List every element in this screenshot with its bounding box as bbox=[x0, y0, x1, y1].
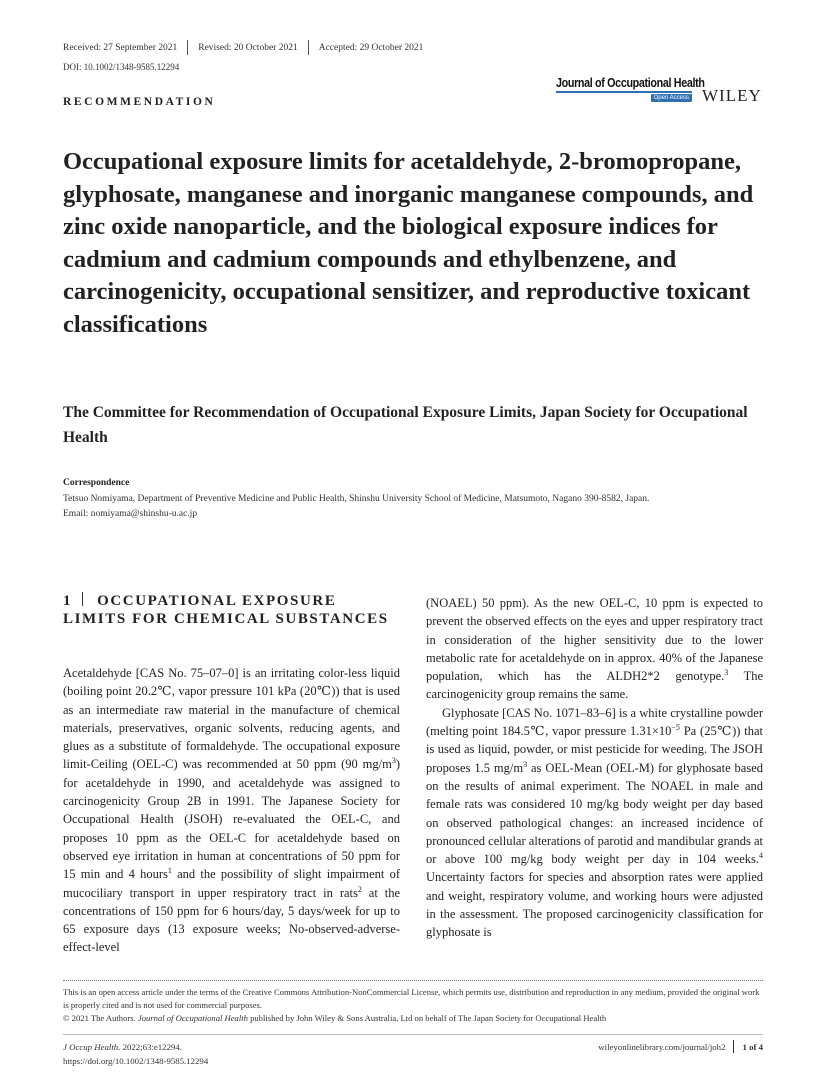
footer-separator bbox=[733, 1040, 734, 1053]
license-text: This is an open access article under the terms of the Creative Commons Attribution-NonCommercial License, which permits use, distribution and reproduction in any medium, provided the original work is properly cited and is not used for commercial purposes. bbox=[63, 987, 760, 1010]
paragraph-acetaldehyde: Acetaldehyde [CAS No. 75–07–0] is an irritating color-less liquid (boiling point 20.2℃, vapor pressure 101 kPa (20℃)) that is used as an intermediate raw material in the manufacture of chemical materials, preservatives, organic solvents, reducing agents, and glues as a substitute of formaldehyde. The occupational exposure limit-Ceiling (OEL-C) was recommended at 50 ppm (90 $mg/m^3$) for acetaldehyde in 1990, and acetaldehyde was assigned to carcinogenicity Group 2B in 1991. The Japanese Society for Occupational Health (JSOH) re-evaluated the OEL-C, and proposes 10 ppm as the OEL-C for acetaldehyde based on observed eye irritation in human at concentrations of 50 ppm for 15 min and 4 hours$^1$ and the possibility of slight impairment of mucociliary transport in upper respiratory tract in rats$^2$ at the concentrations of 150 ppm for 6 hours/day, 5 days/week for up to 65 exposure days (13 exposure weeks; No-observed-adverse-effect-level bbox=[63, 666, 401, 955]
footer-divider bbox=[63, 1034, 763, 1035]
superscript: −5 bbox=[671, 722, 680, 732]
correspondence-address: Tetsuo Nomiyama, Department of Preventive Medicine and Public Health, Shinshu University School of Medicine, Matsumoto, Nagano 390-8582, Japan. bbox=[63, 493, 650, 504]
doi[interactable]: DOI: 10.1002/1348-9585.12294 bbox=[63, 62, 180, 72]
reference-2[interactable]: 2 bbox=[357, 884, 362, 894]
revised-date: Revised: 20 October 2021 bbox=[198, 42, 298, 53]
date-separator bbox=[308, 40, 309, 55]
correspondence bbox=[63, 476, 763, 523]
reference-1[interactable]: 1 bbox=[167, 866, 172, 876]
article-title: Occupational exposure limits for acetaldehyde, 2-bromopropane, glyphosate, manganese and inorganic manganese compounds, and zinc oxide nanoparticle, and the biological exposure indices for cadmium and cadmium compounds and ethylbenzene, and carcinogenicity, occupational sensitizer, and reproductive toxicant classifications bbox=[63, 148, 754, 338]
publisher-logo: WILEY bbox=[702, 86, 762, 105]
paragraph-glyphosate: Glyphosate [CAS No. 1071–83–6] is a white crystalline powder (melting point 184.5℃, vapor pressure $1.31\times 10^{-5}$ Pa (25℃)) that is used as liquid, powder, or mist pesticide for weeding. The JSOH proposes 1.5 $mg/m^3$ as OEL-Mean (OEL-M) for glyphosate based on the results of animal experiment. The NOAEL in male and female rats was considered 10 mg/kg body weight per day based on observed pathological changes: an increased incidence of pronounced cellular alterations of parotid and mandibular grands at or above 100 mg/kg body weight per day in 104 weeks.$^4$ Uncertainty factors for species and absorption rates were applied and weight, respiratory volume, and working hours were adjusted in the assessment. The proposed carcinogenicity classification for glyphosate is bbox=[426, 705, 764, 940]
journal-name: Journal of Occupational Health bbox=[556, 76, 705, 90]
footer-right bbox=[598, 1040, 763, 1053]
reference-4[interactable]: 4 bbox=[759, 851, 763, 860]
footer-citation bbox=[63, 1040, 208, 1068]
license-notice bbox=[63, 986, 763, 1025]
citation-journal: J Occup Health. bbox=[63, 1042, 121, 1052]
body-column-right bbox=[426, 594, 763, 942]
page-number: 1 of 4 bbox=[742, 1041, 763, 1052]
license-divider bbox=[63, 980, 763, 981]
superscript: 3 bbox=[391, 756, 396, 766]
citation-volume: 2022;63:e12294. bbox=[120, 1042, 182, 1052]
section-heading bbox=[63, 592, 393, 628]
date-separator bbox=[187, 40, 188, 55]
section-divider bbox=[82, 592, 83, 606]
paragraph-acetaldehyde-cont: (NOAEL) 50 ppm). As the new OEL-C, 10 ppm is expected to prevent the observed effects on the eyes and upper respiratory tract in consideration of the higher sensitivity due to the lower metabolic rate for acetaldehyde on in approx. 40% of the Japanese population, which has the ALDH2*2 genotype.$^3$ The carcinogenicity group remains the same. bbox=[426, 596, 764, 702]
copyright-text: © 2021 The Authors. Journal of Occupational Health published by John Wiley & Sons Australia, Ltd on behalf of The Japan Society for Occupational Health bbox=[63, 1013, 607, 1023]
footer-doi-link[interactable]: https://doi.org/10.1002/1348-9585.12294 bbox=[63, 1056, 209, 1066]
reference-3[interactable]: 3 bbox=[724, 668, 729, 678]
received-date: Received: 27 September 2021 bbox=[63, 42, 178, 53]
body-column-left bbox=[63, 664, 400, 957]
correspondence-email[interactable]: Email: nomiyama@shinshu-u.ac.jp bbox=[63, 509, 198, 519]
correspondence-label: Correspondence bbox=[63, 478, 130, 488]
superscript: 3 bbox=[523, 759, 528, 769]
journal-site-link[interactable]: wileyonlinelibrary.com/journal/joh2 bbox=[598, 1041, 726, 1052]
open-access-badge: Open Access bbox=[651, 94, 692, 102]
authors: The Committee for Recommendation of Occupational Exposure Limits, Japan Society for Occupational Health bbox=[63, 404, 748, 446]
section-number: 1 bbox=[63, 593, 73, 609]
journal-rule bbox=[556, 91, 692, 93]
article-type: RECOMMENDATION bbox=[63, 96, 216, 108]
article-dates bbox=[63, 40, 423, 55]
journal-logo bbox=[556, 76, 705, 101]
section-title: OCCUPATIONAL EXPOSURE LIMITS FOR CHEMICAL SUBSTANCES bbox=[63, 593, 389, 627]
accepted-date: Accepted: 29 October 2021 bbox=[318, 42, 424, 53]
